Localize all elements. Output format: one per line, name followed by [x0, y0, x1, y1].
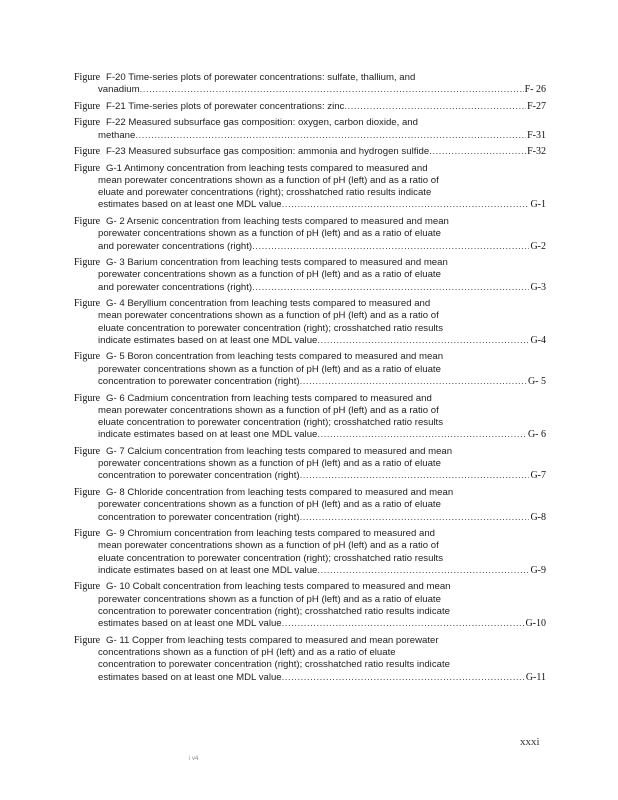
figure-caption-line: G- 8 Chloride concentration from leaching tests compared to measured and mean — [106, 486, 454, 498]
page-reference[interactable]: G-8 — [530, 511, 546, 523]
figure-caption-line: estimates based on at least one MDL value — [98, 618, 282, 630]
page-reference[interactable]: F-27 — [527, 100, 546, 112]
dot-leader — [252, 282, 529, 294]
toc-entry-last-line — [74, 512, 546, 524]
page-reference[interactable]: G-9 — [530, 564, 546, 576]
figure-caption-line: concentrations shown as a function of pH (left) and as a ratio of eluate — [98, 647, 396, 659]
page-reference[interactable]: G- 5 — [527, 376, 546, 388]
figure-caption-line: estimates based on at least one MDL value — [98, 671, 282, 683]
page-reference[interactable]: G-7 — [530, 470, 546, 482]
figure-label: Figure — [74, 298, 101, 310]
figure-caption-line: G- 9 Chromium concentration from leaching tests compared to measured and — [106, 528, 436, 540]
toc-entry-last-line — [74, 130, 546, 142]
dot-leader — [282, 618, 525, 630]
toc-entry-last-line — [74, 470, 546, 482]
page-reference[interactable]: G-1 — [530, 199, 546, 211]
figure-label: Figure — [74, 162, 101, 174]
figure-caption-line: mean porewater concentrations shown as a function of pH (left) and as a ratio of — [98, 404, 439, 416]
figure-caption-line: concentration to porewater concentration (right); crosshatched ratio results indicate — [98, 659, 450, 671]
dot-leader — [300, 470, 530, 482]
dot-leader — [317, 335, 529, 347]
toc-entry-last-line — [74, 565, 546, 577]
dot-leader — [282, 199, 530, 211]
figure-label: Figure — [74, 146, 101, 158]
figure-caption-line: F-23 Measured subsurface gas composition: ammonia and hydrogen sulfide — [106, 146, 430, 158]
toc-entry-last-line — [74, 335, 546, 347]
page-reference[interactable]: G-4 — [530, 334, 546, 346]
dot-leader — [140, 84, 524, 96]
figure-caption-line: mean porewater concentrations shown as a function of pH (left) and as a ratio of — [98, 540, 439, 552]
figure-caption-line: G- 11 Copper from leaching tests compared to measured and mean porewater — [106, 634, 439, 646]
figure-caption-line: vanadium — [98, 84, 140, 96]
figure-label: Figure — [74, 581, 101, 593]
toc-entry-last-line — [74, 199, 546, 211]
toc-entry[interactable] — [74, 216, 546, 253]
toc-entry[interactable] — [74, 487, 546, 524]
toc-entry[interactable] — [74, 72, 546, 97]
toc-entry-last-line — [74, 241, 546, 253]
toc-entry[interactable] — [74, 163, 546, 212]
figure-caption-line: G-1 Antimony concentration from leaching tests compared to measured and — [106, 162, 428, 174]
dot-leader — [135, 130, 526, 142]
figure-caption-line: and porewater concentrations (right) — [98, 281, 253, 293]
figure-label: Figure — [74, 72, 101, 83]
figure-caption-line: indicate estimates based on at least one MDL value — [98, 564, 318, 576]
toc-entry[interactable] — [74, 446, 546, 483]
dot-leader — [317, 429, 527, 441]
page-reference[interactable]: G-11 — [525, 671, 546, 683]
figure-caption-line: porewater concentrations shown as a function of pH (left) and as a ratio of eluate — [98, 363, 441, 375]
list-of-figures — [74, 72, 546, 688]
page-reference[interactable]: G-3 — [530, 281, 546, 293]
figure-label: Figure — [74, 256, 101, 268]
figure-caption-line: G- 10 Cobalt concentration from leaching tests compared to measured and mean — [106, 581, 451, 593]
figure-caption-line: concentration to porewater concentration (right) — [98, 470, 300, 482]
figure-caption-line: eluate concentration to porewater concentration (right); crosshatched ratio results — [98, 322, 444, 334]
figure-label: Figure — [74, 486, 101, 498]
figure-caption-line: eluate concentration to porewater concentration (right); crosshatched ratio results — [98, 417, 444, 429]
figure-caption-line: G- 7 Calcium concentration from leaching tests compared to measured and mean — [106, 445, 453, 457]
dot-leader — [282, 672, 525, 684]
toc-entry-last-line — [74, 376, 546, 388]
page-reference[interactable]: G-2 — [530, 240, 546, 252]
figure-label: Figure — [74, 634, 101, 646]
figure-caption-line: concentration to porewater concentration (right) — [98, 511, 300, 523]
toc-entry[interactable] — [74, 393, 546, 442]
toc-entry-last-line — [74, 672, 546, 684]
figure-caption-line: and porewater concentrations (right) — [98, 240, 253, 252]
figure-label: Figure — [74, 351, 101, 363]
figure-caption-line: concentration to porewater concentration (right); crosshatched ratio results indicate — [98, 606, 450, 618]
figure-caption-line: porewater concentrations shown as a function of pH (left) and as a ratio of eluate — [98, 593, 441, 605]
toc-entry[interactable] — [74, 581, 546, 630]
figure-caption-line: mean porewater concentrations shown as a function of pH (left) and as a ratio of — [98, 174, 439, 186]
figure-caption-line: F-21 Time-series plots of porewater concentrations: zinc — [106, 100, 345, 112]
footer-mark: i v4 — [189, 756, 199, 762]
dot-leader — [252, 241, 529, 253]
toc-entry[interactable] — [74, 257, 546, 294]
figure-caption-line: F-22 Measured subsurface gas composition: oxygen, carbon dioxide, and — [106, 117, 418, 129]
figure-caption-line: porewater concentrations shown as a function of pH (left) and as a ratio of eluate — [98, 269, 441, 281]
toc-entry[interactable] — [74, 351, 546, 388]
toc-entry-last-line — [74, 84, 546, 96]
figure-label: Figure — [74, 215, 101, 227]
figure-caption-line: methane — [98, 129, 136, 141]
figure-caption-line: eluate and porewater concentrations (right); crosshatched ratio results indicate — [98, 187, 432, 199]
toc-entry-last-line — [74, 101, 546, 113]
dot-leader — [344, 101, 526, 113]
toc-entry[interactable] — [74, 298, 546, 347]
figure-label: Figure — [74, 445, 101, 457]
figure-caption-line: porewater concentrations shown as a function of pH (left) and as a ratio of eluate — [98, 228, 441, 240]
figure-caption-line: G- 6 Cadmium concentration from leaching tests compared to measured and — [106, 392, 432, 404]
figure-caption-line: indicate estimates based on at least one MDL value — [98, 334, 318, 346]
figure-caption-line: F-20 Time-series plots of porewater concentrations: sulfate, thallium, and — [106, 72, 416, 83]
page-number: xxxi — [520, 736, 540, 748]
toc-entry-last-line — [74, 282, 546, 294]
toc-entry[interactable] — [74, 528, 546, 577]
toc-entry[interactable] — [74, 117, 546, 142]
toc-entry-last-line — [74, 429, 546, 441]
figure-caption-line: indicate estimates based on at least one MDL value — [98, 429, 318, 441]
toc-entry-last-line — [74, 146, 546, 158]
figure-label: Figure — [74, 528, 101, 540]
figure-caption-line: porewater concentrations shown as a function of pH (left) and as a ratio of eluate — [98, 499, 441, 511]
page-reference[interactable]: G- 6 — [527, 429, 546, 441]
figure-label: Figure — [74, 392, 101, 404]
page-reference[interactable]: F-31 — [527, 129, 546, 141]
page-reference[interactable]: F- 26 — [524, 84, 546, 96]
page-reference[interactable]: G-10 — [525, 618, 546, 630]
figure-caption-line: mean porewater concentrations shown as a function of pH (left) and as a ratio of — [98, 310, 439, 322]
figure-caption-line: G- 2 Arsenic concentration from leaching tests compared to measured and mean — [106, 215, 449, 227]
figure-label: Figure — [74, 117, 101, 129]
figure-caption-line: porewater concentrations shown as a function of pH (left) and as a ratio of eluate — [98, 458, 441, 470]
toc-entry[interactable] — [74, 146, 546, 158]
figure-caption-line: eluate concentration to porewater concentration (right); crosshatched ratio results — [98, 552, 444, 564]
figure-caption-line: G- 3 Barium concentration from leaching tests compared to measured and mean — [106, 256, 448, 268]
dot-leader — [317, 565, 529, 577]
figure-caption-line: estimates based on at least one MDL value — [98, 199, 282, 211]
dot-leader — [300, 376, 527, 388]
figure-label: Figure — [74, 100, 101, 112]
dot-leader — [429, 146, 526, 158]
dot-leader — [300, 512, 530, 524]
figure-caption-line: G- 4 Beryllium concentration from leaching tests compared to measured and — [106, 298, 431, 310]
figure-caption-line: concentration to porewater concentration (right) — [98, 376, 300, 388]
toc-entry[interactable] — [74, 635, 546, 684]
toc-entry[interactable] — [74, 101, 546, 113]
page-reference[interactable]: F-32 — [527, 146, 546, 158]
figure-caption-line: G- 5 Boron concentration from leaching tests compared to measured and mean — [106, 351, 444, 363]
toc-entry-last-line — [74, 618, 546, 630]
